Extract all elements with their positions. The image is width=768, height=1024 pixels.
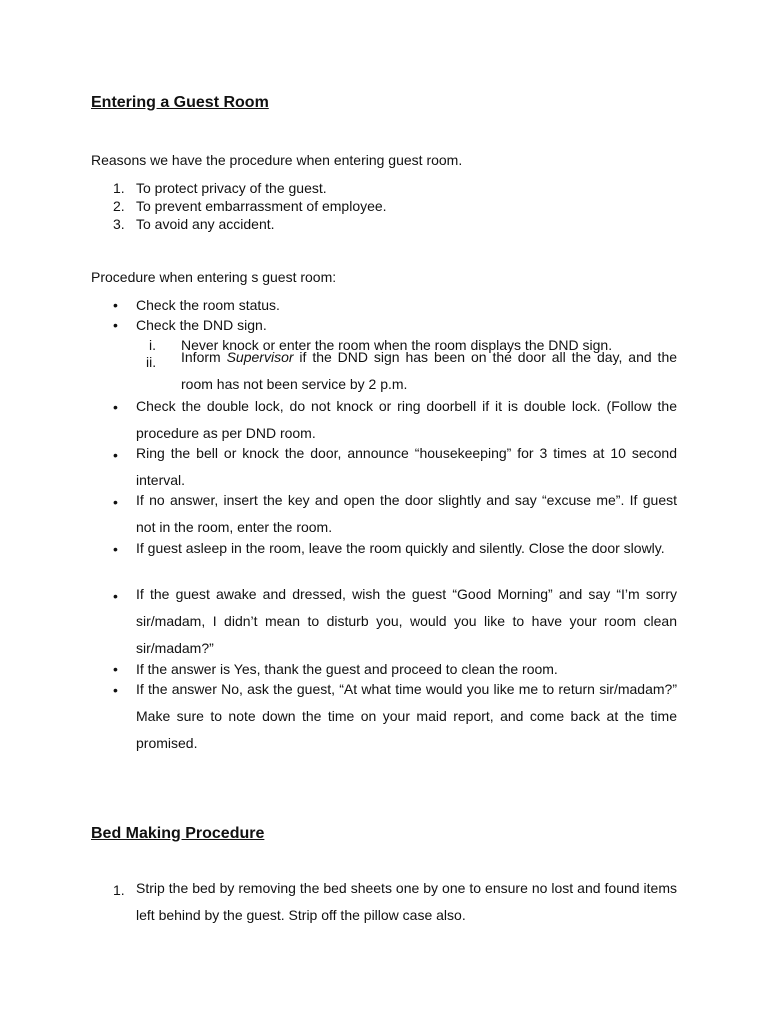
section-heading-entering-guest-room: Entering a Guest Room [91, 94, 269, 111]
bullet-icon: • [113, 297, 118, 313]
sub-list-item: Never knock or enter the room when the room displays the DND sign. [181, 337, 613, 353]
bullet-icon: • [113, 447, 118, 463]
list-item: To prevent embarrassment of employee. [136, 198, 387, 214]
bullet-icon: • [113, 399, 118, 415]
list-item: Strip the bed by removing the bed sheets one by one to ensure no lost and found items left behind by the guest. Strip off the pillow case also. [136, 880, 677, 923]
list-item: If the guest awake and dressed, wish the guest “Good Morning” and say “I’m sorry sir/madam, I didn’t mean to disturb you, would you like to have your room clean sir/madam?” [136, 586, 677, 656]
list-item: If no answer, insert the key and open the door slightly and say “excuse me”. If guest not in the room, enter the room. [136, 492, 677, 535]
bullet-icon: • [113, 661, 118, 677]
sub-list-item [181, 344, 677, 398]
list-item: Check the room status. [136, 297, 280, 313]
list-item: If the answer is Yes, thank the guest and proceed to clean the room. [136, 661, 558, 677]
list-item: If the answer No, ask the guest, “At what time would you like me to return sir/madam?” Make sure to note down the time on your maid report, and come back at the time promised. [136, 681, 677, 751]
list-item: Ring the bell or knock the door, announce “housekeeping” for 3 times at 10 second interval. [136, 445, 677, 488]
bullet-icon: • [113, 494, 118, 510]
list-number: 2. [113, 198, 125, 214]
list-item: If guest asleep in the room, leave the room quickly and silently. Close the door slowly. [136, 540, 665, 556]
supervisor-emphasis: Supervisor [226, 349, 294, 365]
list-item: To protect privacy of the guest. [136, 180, 327, 196]
list-number: 1. [113, 180, 125, 196]
sub-item-text-post: if the DND sign has been on the door all the day, and the room has not been service by 2 p.m. [181, 349, 678, 392]
sub-list-number: i. [149, 337, 156, 353]
list-item: To avoid any accident. [136, 216, 275, 232]
sub-list-number: ii. [146, 354, 157, 370]
bullet-icon: • [113, 682, 118, 698]
list-item: Check the DND sign. [136, 317, 267, 333]
procedure-intro: Procedure when entering s guest room: [91, 269, 337, 285]
reasons-intro: Reasons we have the procedure when entering guest room. [91, 152, 463, 168]
bullet-icon: • [113, 541, 118, 557]
list-number: 3. [113, 216, 125, 232]
list-number: 1. [113, 882, 125, 898]
list-item: Check the double lock, do not knock or ring doorbell if it is double lock. (Follow the procedure as per DND room. [136, 398, 677, 441]
section-heading-bed-making: Bed Making Procedure [91, 825, 265, 842]
bullet-icon: • [113, 317, 118, 333]
sub-item-text-pre: Inform [181, 349, 221, 365]
bullet-icon: • [113, 588, 118, 604]
